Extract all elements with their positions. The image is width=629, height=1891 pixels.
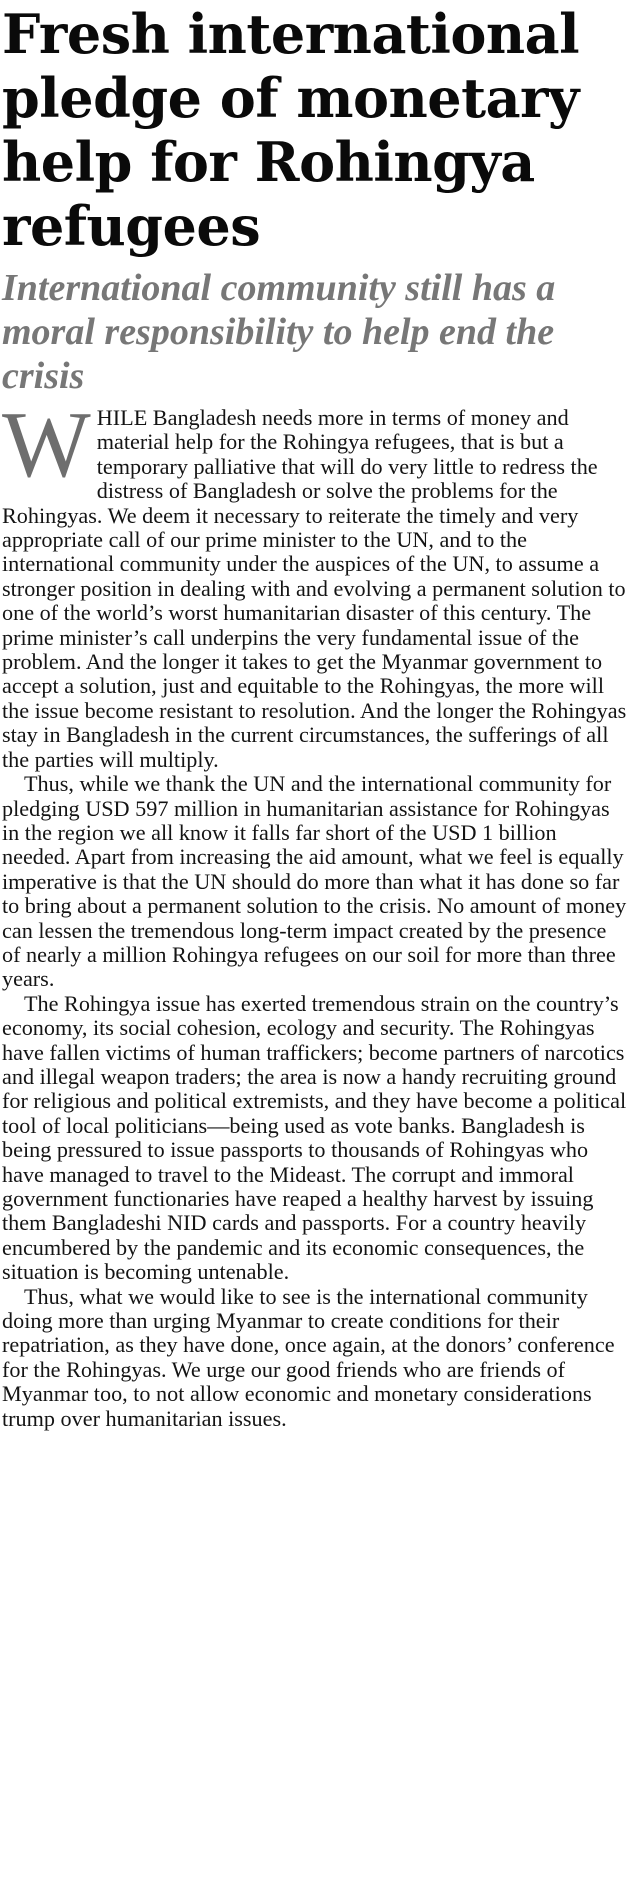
paragraph-1 — [2, 393, 627, 772]
paragraph-2: Thus, while we thank the UN and the international community for pledging USD 597 million in humanitarian assistance for Rohingyas in the region we all know it falls far short of the USD 1 billion needed. Apart from increasing the aid amount, what we feel is equally imperative is that the UN should do more than what it has done so far to bring about a permanent solution to the crisis. No amount of money can lessen the tremendous long-term impact created by the presence of nearly a million Rohingya refugees on our soil for more than three years. — [2, 771, 627, 992]
drop-cap: W — [2, 393, 91, 497]
headline: Fresh international pledge of monetary help for Rohingya refugees — [2, 2, 580, 258]
paragraph-4: Thus, what we would like to see is the international community doing more than urging Myanmar to create conditions for their repatriation, as they have done, once again, at the donors’ conference for the Rohingyas. We urge our good friends who are friends of Myanmar too, to not allow economic and monetary considerations trump over humanitarian issues. — [2, 1283, 615, 1431]
paragraph-3: The Rohingya issue has exerted tremendous strain on the country’s economy, its social cohesion, ecology and security. The Rohingyas have fallen victims of human traffickers; become partners of narcotics and illegal weapon traders; the area is now a handy recruiting ground for religious and political extremists, and they have become a political tool of local politicians—being used as vote banks. Bangladesh is being pressured to issue passports to thousands of Rohingyas who have managed to travel to the Mideast. The corrupt and immoral government functionaries have reaped a healthy harvest by issuing them Bangladeshi NID cards and passports. For a country heavily encumbered by the pandemic and its economic consequences, the situation is becoming untenable. — [2, 990, 627, 1285]
subheadline: International community still has a moral responsibility to help end the crisis — [2, 267, 556, 397]
article-body — [2, 393, 627, 1431]
paragraph-1-text: HILE Bangladesh needs more in terms of money and material help for the Rohingya refugees, that is but a temporary palliative that will do very little to redress the distress of Bangladesh or solve the problems for the Rohingyas. We deem it necessary to reiterate the timely and very appropriate call of our prime minister to the UN, and to the international community under the auspices of the UN, to assume a stronger position in dealing with and evolving a permanent solution to one of the world’s worst humanitarian disaster of this century. The prime minister’s call underpins the very fundamental issue of the problem. And the longer it takes to get the Myanmar government to accept a solution, just and equitable to the Rohingyas, the more will the issue become resistant to resolution. And the longer the Rohingyas stay in Bangladesh in the current circumstances, the sufferings of all the parties will multiply. — [2, 405, 627, 772]
